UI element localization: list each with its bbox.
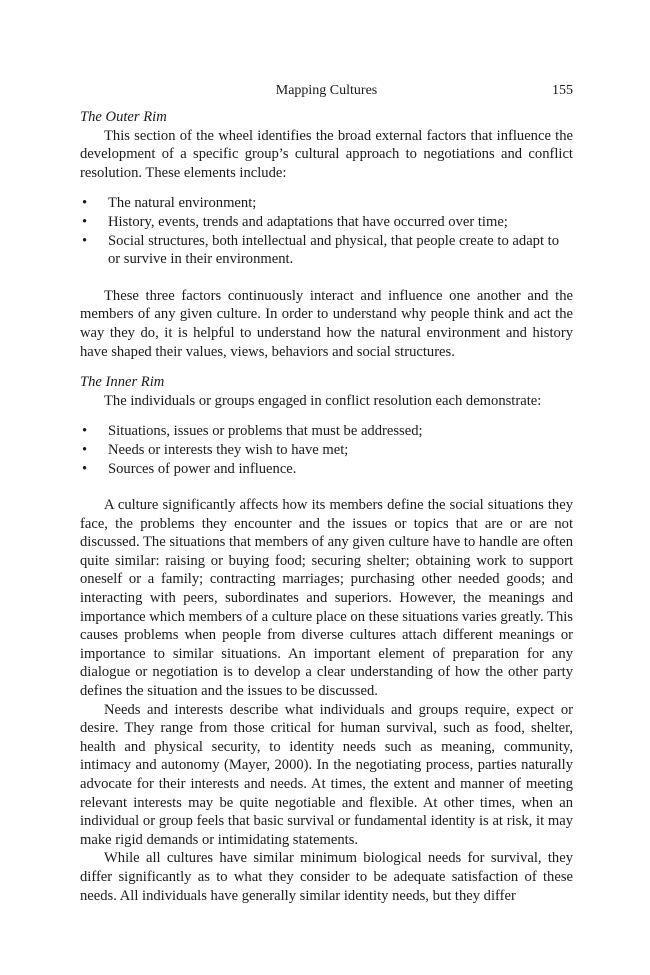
outer-rim-paragraph: These three factors continuously interact and influence one another and the members of any given culture. In order to understand why people think and act the way they do, it is helpful to understand how the natural environment and history have shaped their values, views, behaviors and social structures. (80, 287, 573, 360)
list-item-text: The natural environment; (108, 195, 257, 212)
outer-rim-intro: This section of the wheel identifies the broad external factors that influence the development of a specific group’s cultural approach to negotiations and conflict resolution. These elements include: (80, 127, 573, 181)
body-paragraph-needs: Needs and interests describe what individuals and groups require, expect or desire. They range from those critical for human survival, such as food, shelter, health and physical security, to identity needs such as meaning, community, intimacy and autonomy (Mayer, 2000). In the negotiating process, parties naturally advocate for their interests and needs. At times, the extent and manner of meeting relevant interests may be quite negotiable and flexible. At other times, when an individual or group feels that basic survival or fundamental identity is at risk, it may make rigid demands or intimidating statements. (80, 701, 573, 848)
bullet-icon: • (82, 213, 88, 230)
body-paragraph-situations: A culture significantly affects how its members define the social situations they face, the problems they encounter and the issues or topics that are or are not discussed. The situations that members of any given culture have to handle are often quite similar: raising or buying food; securing shelter; obtaining work to support oneself or a family; contracting marriages; purchasing other needed goods; and interacting with peers, subordinates and superiors. However, the meanings and importance which members of a culture place on these situations varies greatly. This causes problems when people from diverse cultures attach different meanings or importance to similar situations. An important element of preparation for any dialogue or negotiation is to develop a clear understanding of how the other party defines the situation and the issues to be discussed. (80, 497, 573, 700)
list-item-text: Needs or interests they wish to have met; (108, 441, 349, 458)
section-heading-inner-rim: The Inner Rim (80, 374, 165, 391)
list-item-text: History, events, trends and adaptations that have occurred over time; (108, 213, 508, 230)
running-title: Mapping Cultures (275, 83, 378, 98)
list-item (80, 441, 573, 460)
outer-rim-bullet-list (80, 194, 573, 268)
list-item-text: Situations, issues or problems that must be addressed; (108, 423, 423, 440)
list-item-text: Sources of power and influence. (108, 460, 297, 477)
bullet-icon: • (82, 460, 88, 477)
running-header (80, 82, 573, 102)
inner-rim-intro: The individuals or groups engaged in conflict resolution each demonstrate: (104, 392, 542, 409)
list-item (80, 213, 573, 232)
list-item-text: Social structures, both intellectual and physical, that people create to adapt to or survive in their environment. (108, 232, 560, 268)
bullet-icon: • (82, 232, 88, 249)
list-item (80, 460, 573, 479)
list-item (80, 422, 573, 441)
page-number: 155 (552, 83, 573, 98)
bullet-icon: • (82, 423, 88, 440)
document-page (80, 82, 573, 905)
body-paragraph-biological-needs: While all cultures have similar minimum biological needs for survival, they differ significantly as to what they consider to be adequate satisfaction of these needs. All individuals have generally similar identity needs, but they differ (80, 850, 573, 904)
section-spacer (80, 361, 573, 373)
section-heading-outer-rim: The Outer Rim (80, 109, 167, 125)
list-item (80, 194, 573, 213)
list-item (80, 232, 573, 269)
bullet-icon: • (82, 195, 88, 212)
inner-rim-bullet-list (80, 422, 573, 478)
bullet-icon: • (82, 441, 88, 458)
